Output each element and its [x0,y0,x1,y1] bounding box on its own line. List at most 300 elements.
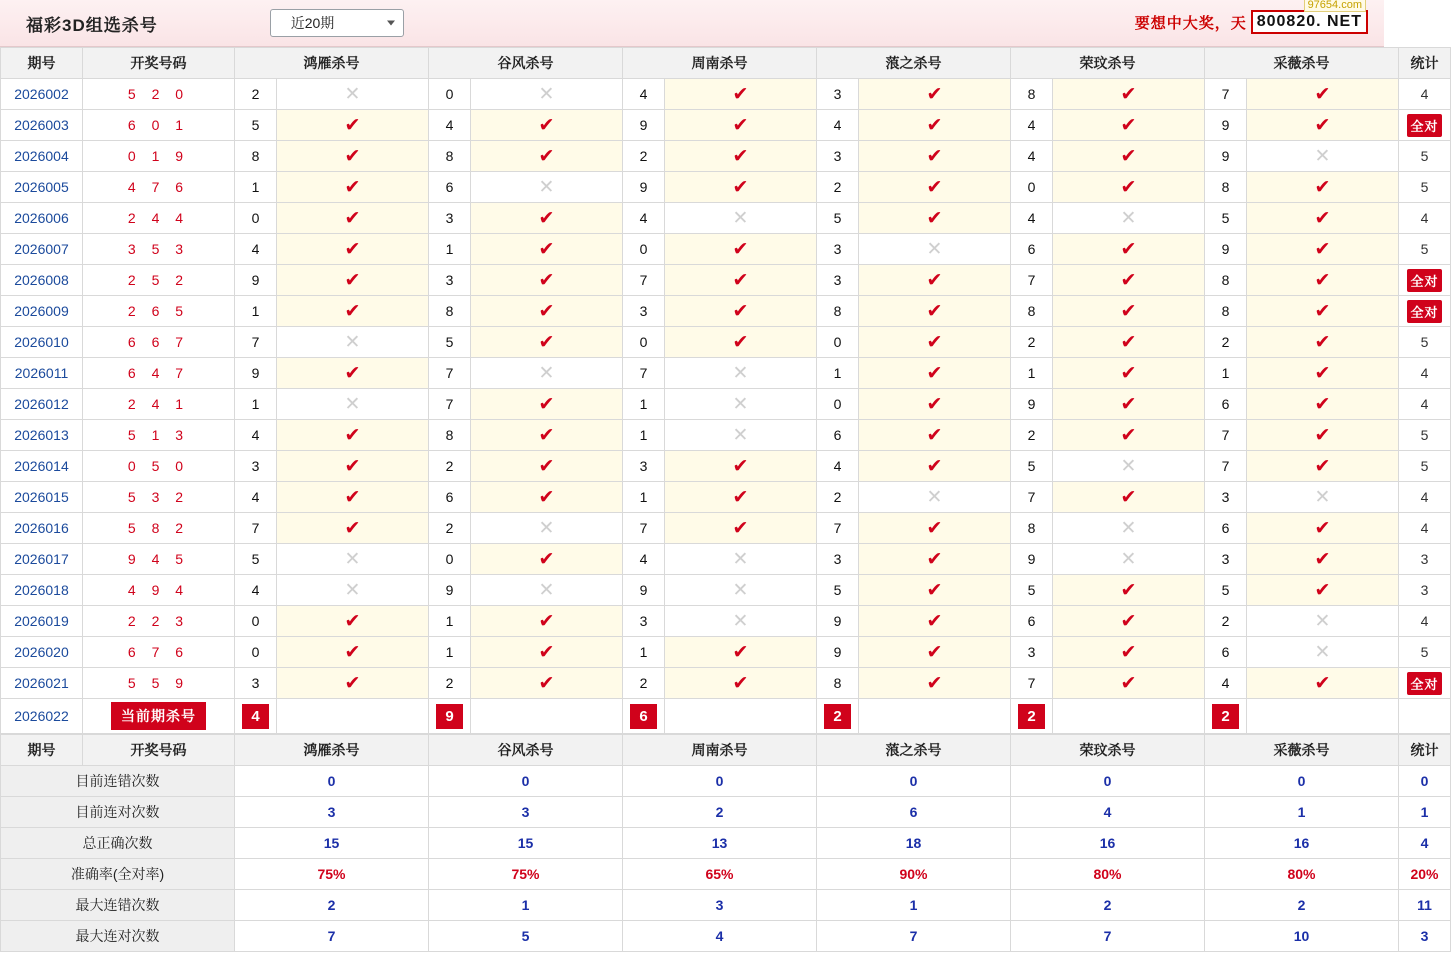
table-row [1,234,1451,265]
kill-number: 7 [235,327,277,358]
correct-mark-icon: ✔ [859,172,1011,203]
kill-number: 1 [623,637,665,668]
summary-value: 7 [235,921,429,952]
wrong-mark-icon: ✕ [665,420,817,451]
correct-mark-icon: ✔ [1247,172,1399,203]
correct-mark-icon: ✔ [277,513,429,544]
wrong-mark-icon: ✕ [277,389,429,420]
promo-banner [1135,10,1368,34]
summary-total: 0 [1399,766,1451,797]
table-row [1,110,1451,141]
current-mark-placeholder [277,699,429,734]
wrong-mark-icon: ✕ [1053,451,1205,482]
summary-table [0,734,1451,952]
correct-mark-icon: ✔ [277,141,429,172]
summary-value: 65% [623,859,817,890]
correct-mark-icon: ✔ [665,79,817,110]
correct-mark-icon: ✔ [1053,110,1205,141]
correct-mark-icon: ✔ [471,234,623,265]
row-draw-code: 3 5 3 [83,234,235,265]
row-draw-code: 2 4 1 [83,389,235,420]
kill-number: 7 [1011,265,1053,296]
table-row [1,668,1451,699]
wrong-mark-icon: ✕ [471,172,623,203]
correct-mark-icon: ✔ [1053,637,1205,668]
kill-number: 2 [429,668,471,699]
kill-number: 5 [235,544,277,575]
kill-number: 1 [429,637,471,668]
current-kill-number [429,699,471,734]
kill-number: 0 [429,544,471,575]
sum-col-period: 期号 [1,735,83,766]
row-stat: 3 [1399,544,1451,575]
correct-mark-icon: ✔ [471,606,623,637]
correct-mark-icon: ✔ [277,234,429,265]
correct-mark-icon: ✔ [471,668,623,699]
correct-mark-icon: ✔ [1247,389,1399,420]
correct-mark-icon: ✔ [1247,575,1399,606]
wrong-mark-icon: ✕ [1053,513,1205,544]
correct-mark-icon: ✔ [1247,358,1399,389]
kill-number: 1 [235,389,277,420]
correct-mark-icon: ✔ [859,668,1011,699]
kill-number: 7 [623,513,665,544]
summary-row-label: 准确率(全对率) [1,859,235,890]
correct-mark-icon: ✔ [277,637,429,668]
sum-col-expert-3: 蒗之杀号 [817,735,1011,766]
correct-mark-icon: ✔ [859,513,1011,544]
correct-mark-icon: ✔ [665,668,817,699]
row-draw-code: 4 9 4 [83,575,235,606]
current-mark-placeholder [471,699,623,734]
current-kill-number [623,699,665,734]
kill-number: 8 [429,420,471,451]
table-row [1,451,1451,482]
kill-number: 8 [1205,296,1247,327]
correct-mark-icon: ✔ [277,606,429,637]
kill-number: 4 [1011,141,1053,172]
kill-number: 4 [429,110,471,141]
row-stat: 5 [1399,141,1451,172]
wrong-mark-icon: ✕ [277,79,429,110]
row-stat: 4 [1399,482,1451,513]
kill-number: 1 [1011,358,1053,389]
wrong-mark-icon: ✕ [471,79,623,110]
table-row [1,513,1451,544]
kill-number: 3 [235,451,277,482]
correct-mark-icon: ✔ [277,172,429,203]
kill-number: 8 [429,296,471,327]
table-row [1,420,1451,451]
kill-number: 4 [623,79,665,110]
summary-value: 2 [235,890,429,921]
correct-mark-icon: ✔ [1053,172,1205,203]
chevron-down-icon [387,21,395,26]
table-row [1,141,1451,172]
correct-mark-icon: ✔ [471,265,623,296]
col-expert-4: 荣玟杀号 [1011,48,1205,79]
wrong-mark-icon: ✕ [665,544,817,575]
correct-mark-icon: ✔ [665,234,817,265]
row-period: 2026010 [1,327,83,358]
correct-mark-icon: ✔ [665,296,817,327]
correct-mark-icon: ✔ [471,389,623,420]
table-header [1,48,1451,79]
kill-number: 7 [817,513,859,544]
correct-mark-icon: ✔ [859,327,1011,358]
kill-number: 2 [1205,327,1247,358]
summary-value: 75% [429,859,623,890]
correct-mark-icon: ✔ [277,482,429,513]
kill-number: 7 [1205,420,1247,451]
row-draw-code: 5 2 0 [83,79,235,110]
row-stat: 4 [1399,606,1451,637]
row-draw-code: 6 0 1 [83,110,235,141]
sum-col-expert-4: 荣玟杀号 [1011,735,1205,766]
current-kill-badge: 9 [436,704,462,729]
current-mark-placeholder [665,699,817,734]
kill-number: 9 [1205,110,1247,141]
kill-number: 2 [429,513,471,544]
row-stat [1399,668,1451,699]
kill-number: 0 [817,389,859,420]
sum-col-expert-5: 采薇杀号 [1205,735,1399,766]
kill-number: 0 [235,606,277,637]
kill-number: 7 [429,358,471,389]
summary-total: 4 [1399,828,1451,859]
page-title: 福彩3D组选杀号 [26,15,158,35]
kill-number: 2 [235,79,277,110]
correct-mark-icon: ✔ [859,265,1011,296]
row-stat: 5 [1399,327,1451,358]
row-stat: 5 [1399,172,1451,203]
summary-row-label: 总正确次数 [1,828,235,859]
correct-mark-icon: ✔ [1053,141,1205,172]
kill-number: 3 [623,606,665,637]
correct-mark-icon: ✔ [1247,265,1399,296]
wrong-mark-icon: ✕ [1053,203,1205,234]
wrong-mark-icon: ✕ [665,203,817,234]
correct-mark-icon: ✔ [471,482,623,513]
summary-value: 7 [1011,921,1205,952]
col-expert-3: 蒗之杀号 [817,48,1011,79]
wrong-mark-icon: ✕ [1053,544,1205,575]
kill-number: 8 [1011,513,1053,544]
table-row [1,172,1451,203]
summary-header [1,735,1451,766]
correct-mark-icon: ✔ [471,203,623,234]
row-draw-code: 9 4 5 [83,544,235,575]
kill-number: 3 [429,265,471,296]
sum-col-expert-1: 谷风杀号 [429,735,623,766]
correct-mark-icon: ✔ [1247,79,1399,110]
summary-value: 2 [1011,890,1205,921]
kill-number: 3 [817,79,859,110]
row-draw-code: 2 5 2 [83,265,235,296]
col-expert-5: 采薇杀号 [1205,48,1399,79]
summary-value: 3 [623,890,817,921]
col-expert-0: 鸿雁杀号 [235,48,429,79]
row-period: 2026020 [1,637,83,668]
correct-mark-icon: ✔ [859,110,1011,141]
kill-number: 4 [623,544,665,575]
correct-mark-icon: ✔ [665,451,817,482]
table-row [1,79,1451,110]
summary-value: 16 [1205,828,1399,859]
current-kill-number [1205,699,1247,734]
row-period: 2026009 [1,296,83,327]
table-row [1,203,1451,234]
correct-mark-icon: ✔ [859,420,1011,451]
summary-total: 3 [1399,921,1451,952]
kill-number: 5 [1011,451,1053,482]
summary-value: 16 [1011,828,1205,859]
kill-number: 4 [817,110,859,141]
current-period: 2026022 [1,699,83,734]
table-row [1,265,1451,296]
wrong-mark-icon: ✕ [859,234,1011,265]
summary-value: 0 [429,766,623,797]
period-range-select[interactable] [270,9,404,37]
row-period: 2026019 [1,606,83,637]
correct-mark-icon: ✔ [277,358,429,389]
kill-number: 0 [623,327,665,358]
summary-body [1,766,1451,952]
kill-number: 6 [1011,234,1053,265]
kill-number: 2 [623,141,665,172]
summary-value: 3 [429,797,623,828]
promo-text: 要想中大奖，天 [1134,14,1247,32]
kill-number: 0 [817,327,859,358]
kill-number: 4 [1011,203,1053,234]
kill-number: 9 [623,575,665,606]
row-period: 2026012 [1,389,83,420]
kill-number: 1 [429,606,471,637]
correct-mark-icon: ✔ [665,482,817,513]
kill-number: 6 [817,420,859,451]
promo-site: 800820. NET [1251,10,1368,34]
correct-mark-icon: ✔ [1053,420,1205,451]
correct-mark-icon: ✔ [1053,327,1205,358]
wrong-mark-icon: ✕ [665,575,817,606]
row-draw-code: 5 1 3 [83,420,235,451]
table-row [1,296,1451,327]
kill-number: 7 [1205,451,1247,482]
correct-mark-icon: ✔ [277,296,429,327]
summary-value: 4 [1011,797,1205,828]
summary-value: 1 [429,890,623,921]
summary-value: 0 [235,766,429,797]
sum-col-stat: 统计 [1399,735,1451,766]
kill-number: 2 [1011,420,1053,451]
row-draw-code: 6 6 7 [83,327,235,358]
kill-number: 3 [817,265,859,296]
row-period: 2026008 [1,265,83,296]
kill-number: 2 [817,482,859,513]
kill-number: 7 [1011,668,1053,699]
header-row [1,48,1451,79]
correct-mark-icon: ✔ [1247,513,1399,544]
row-stat: 5 [1399,451,1451,482]
row-draw-code: 4 7 6 [83,172,235,203]
correct-mark-icon: ✔ [471,327,623,358]
kill-number: 9 [623,110,665,141]
correct-mark-icon: ✔ [859,358,1011,389]
wrong-mark-icon: ✕ [1247,637,1399,668]
kill-number: 3 [1205,544,1247,575]
table-row [1,575,1451,606]
summary-value: 15 [429,828,623,859]
kill-number: 5 [817,575,859,606]
kill-number: 3 [817,234,859,265]
kill-number: 7 [623,265,665,296]
summary-row-label: 目前连错次数 [1,766,235,797]
kill-number: 0 [235,203,277,234]
kill-number: 2 [1011,327,1053,358]
row-period: 2026006 [1,203,83,234]
row-period: 2026014 [1,451,83,482]
correct-mark-icon: ✔ [1053,296,1205,327]
summary-value: 5 [429,921,623,952]
kill-number: 8 [817,296,859,327]
summary-value: 2 [623,797,817,828]
table-row [1,637,1451,668]
correct-mark-icon: ✔ [277,420,429,451]
row-draw-code: 5 3 2 [83,482,235,513]
current-kill-number [235,699,277,734]
row-period: 2026021 [1,668,83,699]
row-stat: 5 [1399,637,1451,668]
summary-value: 0 [817,766,1011,797]
summary-value: 15 [235,828,429,859]
correct-mark-icon: ✔ [1247,420,1399,451]
summary-row-label: 最大连对次数 [1,921,235,952]
summary-value: 0 [623,766,817,797]
current-kill-badge: 6 [630,704,656,729]
kill-number: 8 [1205,172,1247,203]
summary-value: 6 [817,797,1011,828]
watermark-label: 97654.com [1304,0,1366,12]
table-row [1,544,1451,575]
correct-mark-icon: ✔ [665,141,817,172]
summary-value: 10 [1205,921,1399,952]
summary-value: 13 [623,828,817,859]
summary-value: 75% [235,859,429,890]
kill-number: 1 [623,482,665,513]
row-period: 2026017 [1,544,83,575]
kill-number: 4 [235,482,277,513]
kill-number: 3 [623,451,665,482]
wrong-mark-icon: ✕ [665,389,817,420]
kill-number: 6 [1011,606,1053,637]
kill-number-table [0,47,1451,734]
kill-number: 8 [1011,296,1053,327]
row-period: 2026016 [1,513,83,544]
correct-mark-icon: ✔ [859,606,1011,637]
correct-mark-icon: ✔ [277,265,429,296]
table-row [1,482,1451,513]
summary-value: 7 [817,921,1011,952]
correct-mark-icon: ✔ [1247,296,1399,327]
correct-mark-icon: ✔ [1247,451,1399,482]
kill-number: 5 [817,203,859,234]
wrong-mark-icon: ✕ [471,513,623,544]
wrong-mark-icon: ✕ [665,606,817,637]
current-mark-placeholder [1053,699,1205,734]
kill-number: 9 [1011,544,1053,575]
correct-mark-icon: ✔ [859,575,1011,606]
kill-number: 4 [1205,668,1247,699]
kill-number: 6 [1205,637,1247,668]
kill-number: 9 [235,265,277,296]
summary-value: 80% [1205,859,1399,890]
kill-number: 1 [623,389,665,420]
current-label-badge: 当前期杀号 [111,702,206,730]
kill-number: 3 [623,296,665,327]
summary-value: 1 [1205,797,1399,828]
row-period: 2026015 [1,482,83,513]
kill-number: 6 [1205,389,1247,420]
kill-number: 5 [235,110,277,141]
kill-number: 6 [429,172,471,203]
correct-mark-icon: ✔ [471,420,623,451]
table-row [1,606,1451,637]
col-stat: 统计 [1399,48,1451,79]
current-kill-badge: 2 [824,704,850,729]
current-mark-placeholder [1247,699,1399,734]
kill-number: 2 [429,451,471,482]
correct-mark-icon: ✔ [1053,265,1205,296]
kill-number: 9 [429,575,471,606]
kill-number: 9 [235,358,277,389]
kill-number: 2 [623,668,665,699]
kill-number: 8 [429,141,471,172]
correct-mark-icon: ✔ [665,172,817,203]
row-stat: 3 [1399,575,1451,606]
wrong-mark-icon: ✕ [1247,606,1399,637]
wrong-mark-icon: ✕ [859,482,1011,513]
correct-mark-icon: ✔ [1053,358,1205,389]
row-draw-code: 0 1 9 [83,141,235,172]
kill-number: 4 [817,451,859,482]
table-row [1,327,1451,358]
correct-mark-icon: ✔ [1053,482,1205,513]
kill-number: 4 [623,203,665,234]
row-draw-code: 5 5 9 [83,668,235,699]
kill-number: 8 [1205,265,1247,296]
kill-number: 3 [429,203,471,234]
kill-number: 4 [235,575,277,606]
row-stat: 4 [1399,513,1451,544]
wrong-mark-icon: ✕ [277,327,429,358]
row-period: 2026013 [1,420,83,451]
correct-mark-icon: ✔ [471,296,623,327]
summary-value: 80% [1011,859,1205,890]
correct-mark-icon: ✔ [665,327,817,358]
summary-total: 20% [1399,859,1451,890]
row-period: 2026003 [1,110,83,141]
correct-mark-icon: ✔ [859,203,1011,234]
kill-number: 4 [235,420,277,451]
correct-mark-icon: ✔ [277,110,429,141]
kill-number: 3 [235,668,277,699]
kill-number: 3 [1011,637,1053,668]
row-draw-code: 0 5 0 [83,451,235,482]
row-period: 2026011 [1,358,83,389]
wrong-mark-icon: ✕ [277,575,429,606]
row-stat: 4 [1399,358,1451,389]
row-stat: 4 [1399,203,1451,234]
